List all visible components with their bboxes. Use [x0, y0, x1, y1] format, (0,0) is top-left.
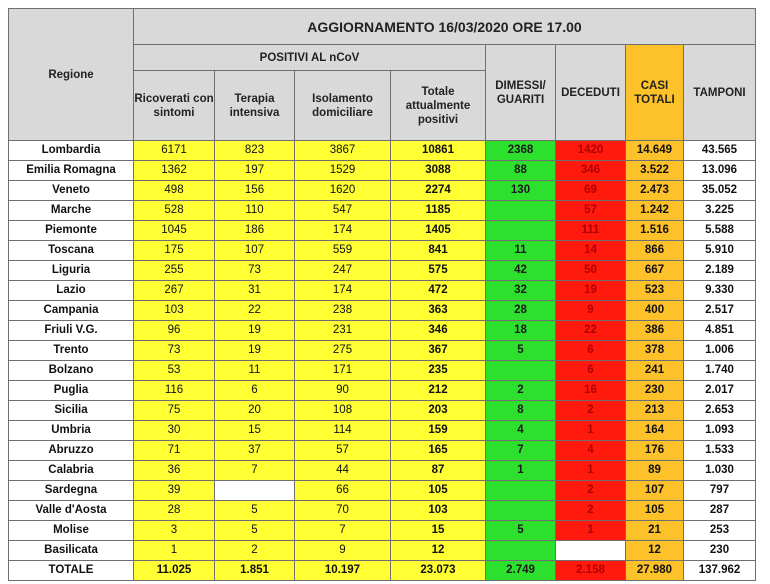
cell-tamponi: 2.517	[684, 301, 756, 321]
cell-terapia: 156	[215, 181, 295, 201]
cell-totale-positivi: 165	[391, 441, 486, 461]
cell-casi-totali: 386	[626, 321, 684, 341]
cell-casi-totali: 866	[626, 241, 684, 261]
cell-terapia	[215, 481, 295, 501]
cell-casi-totali: 1.242	[626, 201, 684, 221]
cell-regione: Liguria	[9, 261, 134, 281]
cell-dimessi: 7	[486, 441, 556, 461]
cell-isolamento: 108	[295, 401, 391, 421]
cell-dimessi: 5	[486, 341, 556, 361]
cell-isolamento: 9	[295, 541, 391, 561]
cell-deceduti: 9	[556, 301, 626, 321]
header-deceduti: DECEDUTI	[556, 45, 626, 141]
cell-isolamento: 174	[295, 221, 391, 241]
cell-ricoverati: 1	[134, 541, 215, 561]
cell-deceduti: 4	[556, 441, 626, 461]
cell-tamponi: 2.653	[684, 401, 756, 421]
cell-tamponi: 13.096	[684, 161, 756, 181]
cell-ricoverati: 528	[134, 201, 215, 221]
cell-regione: Emilia Romagna	[9, 161, 134, 181]
cell-regione: Sicilia	[9, 401, 134, 421]
table-row	[9, 201, 756, 221]
table-row	[9, 181, 756, 201]
cell-casi-totali: 21	[626, 521, 684, 541]
cell-regione: Lombardia	[9, 141, 134, 161]
cell-terapia: 5	[215, 501, 295, 521]
cell-casi-totali: 3.522	[626, 161, 684, 181]
cell-ricoverati: 103	[134, 301, 215, 321]
cell-tamponi: 797	[684, 481, 756, 501]
cell-regione: Campania	[9, 301, 134, 321]
table-row	[9, 221, 756, 241]
cell-tamponi: 1.006	[684, 341, 756, 361]
cell-terapia: 2	[215, 541, 295, 561]
cell-totale-positivi: 1405	[391, 221, 486, 241]
cell-regione: Toscana	[9, 241, 134, 261]
cell-isolamento: 90	[295, 381, 391, 401]
cell-isolamento: 559	[295, 241, 391, 261]
cell-casi-totali: 241	[626, 361, 684, 381]
cell-isolamento: 10.197	[295, 561, 391, 581]
cell-totale-positivi: 363	[391, 301, 486, 321]
cell-casi-totali: 400	[626, 301, 684, 321]
cell-dimessi: 32	[486, 281, 556, 301]
cell-tamponi: 5.910	[684, 241, 756, 261]
cell-terapia: 22	[215, 301, 295, 321]
cell-dimessi: 11	[486, 241, 556, 261]
cell-regione: Valle d'Aosta	[9, 501, 134, 521]
covid-report-table-container	[8, 8, 756, 581]
cell-totale-positivi: 87	[391, 461, 486, 481]
cell-totale-positivi: 212	[391, 381, 486, 401]
cell-casi-totali: 213	[626, 401, 684, 421]
cell-totale-positivi: 2274	[391, 181, 486, 201]
cell-deceduti: 346	[556, 161, 626, 181]
cell-deceduti: 2	[556, 481, 626, 501]
table-row	[9, 381, 756, 401]
header-dimessi: DIMESSI/ GUARITI	[486, 45, 556, 141]
cell-terapia: 1.851	[215, 561, 295, 581]
cell-totale-positivi: 12	[391, 541, 486, 561]
cell-tamponi: 9.330	[684, 281, 756, 301]
cell-regione: Puglia	[9, 381, 134, 401]
cell-ricoverati: 53	[134, 361, 215, 381]
header-positivi-group: POSITIVI AL nCoV	[134, 45, 486, 71]
cell-dimessi: 4	[486, 421, 556, 441]
cell-casi-totali: 667	[626, 261, 684, 281]
cell-dimessi: 130	[486, 181, 556, 201]
cell-tamponi: 2.189	[684, 261, 756, 281]
cell-deceduti: 2	[556, 401, 626, 421]
cell-tamponi: 43.565	[684, 141, 756, 161]
header-casi-totali: CASI TOTALI	[626, 45, 684, 141]
cell-deceduti: 57	[556, 201, 626, 221]
cell-isolamento: 174	[295, 281, 391, 301]
cell-tamponi: 4.851	[684, 321, 756, 341]
header-regione: Regione	[9, 9, 134, 141]
table-row	[9, 321, 756, 341]
cell-totale-positivi: 105	[391, 481, 486, 501]
cell-ricoverati: 28	[134, 501, 215, 521]
header-tamponi: TAMPONI	[684, 45, 756, 141]
cell-regione: Marche	[9, 201, 134, 221]
cell-totale-positivi: 235	[391, 361, 486, 381]
cell-isolamento: 66	[295, 481, 391, 501]
cell-dimessi: 2368	[486, 141, 556, 161]
cell-casi-totali: 107	[626, 481, 684, 501]
cell-tamponi: 137.962	[684, 561, 756, 581]
cell-terapia: 186	[215, 221, 295, 241]
cell-tamponi: 230	[684, 541, 756, 561]
header-ricoverati: Ricoverati con sintomi	[134, 71, 215, 141]
table-row-totale	[9, 561, 756, 581]
cell-terapia: 110	[215, 201, 295, 221]
cell-ricoverati: 30	[134, 421, 215, 441]
cell-casi-totali: 105	[626, 501, 684, 521]
cell-isolamento: 57	[295, 441, 391, 461]
cell-totale-positivi: 15	[391, 521, 486, 541]
cell-regione: Bolzano	[9, 361, 134, 381]
cell-dimessi	[486, 201, 556, 221]
cell-dimessi: 28	[486, 301, 556, 321]
table-row	[9, 161, 756, 181]
table-row	[9, 461, 756, 481]
cell-regione: Molise	[9, 521, 134, 541]
cell-isolamento: 1620	[295, 181, 391, 201]
cell-ricoverati: 71	[134, 441, 215, 461]
cell-dimessi	[486, 501, 556, 521]
cell-isolamento: 231	[295, 321, 391, 341]
cell-tamponi: 5.588	[684, 221, 756, 241]
table-row	[9, 241, 756, 261]
cell-deceduti: 2.158	[556, 561, 626, 581]
cell-casi-totali: 176	[626, 441, 684, 461]
cell-regione: Calabria	[9, 461, 134, 481]
cell-casi-totali: 523	[626, 281, 684, 301]
cell-tamponi: 253	[684, 521, 756, 541]
cell-tamponi: 3.225	[684, 201, 756, 221]
cell-isolamento: 171	[295, 361, 391, 381]
cell-terapia: 15	[215, 421, 295, 441]
cell-deceduti: 22	[556, 321, 626, 341]
cell-dimessi: 2	[486, 381, 556, 401]
cell-terapia: 73	[215, 261, 295, 281]
cell-terapia: 31	[215, 281, 295, 301]
table-row	[9, 341, 756, 361]
cell-deceduti: 111	[556, 221, 626, 241]
cell-ricoverati: 255	[134, 261, 215, 281]
cell-isolamento: 114	[295, 421, 391, 441]
cell-deceduti: 1	[556, 421, 626, 441]
cell-deceduti: 50	[556, 261, 626, 281]
cell-totale-positivi: 367	[391, 341, 486, 361]
header-totale-positivi: Totale attualmente positivi	[391, 71, 486, 141]
cell-isolamento: 1529	[295, 161, 391, 181]
cell-dimessi	[486, 221, 556, 241]
cell-regione: Umbria	[9, 421, 134, 441]
table-row	[9, 301, 756, 321]
cell-dimessi: 2.749	[486, 561, 556, 581]
cell-terapia: 197	[215, 161, 295, 181]
cell-terapia: 6	[215, 381, 295, 401]
header-terapia: Terapia intensiva	[215, 71, 295, 141]
cell-casi-totali: 2.473	[626, 181, 684, 201]
cell-deceduti: 6	[556, 341, 626, 361]
table-row	[9, 141, 756, 161]
cell-totale-positivi: 10861	[391, 141, 486, 161]
cell-casi-totali: 1.516	[626, 221, 684, 241]
cell-totale-positivi: 159	[391, 421, 486, 441]
cell-casi-totali: 12	[626, 541, 684, 561]
cell-ricoverati: 75	[134, 401, 215, 421]
cell-terapia: 37	[215, 441, 295, 461]
cell-tamponi: 1.740	[684, 361, 756, 381]
cell-terapia: 11	[215, 361, 295, 381]
cell-isolamento: 70	[295, 501, 391, 521]
region-rows	[9, 141, 756, 581]
table-row	[9, 481, 756, 501]
cell-isolamento: 547	[295, 201, 391, 221]
table-row	[9, 261, 756, 281]
cell-totale-positivi: 575	[391, 261, 486, 281]
cell-totale-positivi: 346	[391, 321, 486, 341]
cell-totale-positivi: 23.073	[391, 561, 486, 581]
cell-regione: Trento	[9, 341, 134, 361]
cell-dimessi: 8	[486, 401, 556, 421]
cell-regione: Sardegna	[9, 481, 134, 501]
cell-terapia: 107	[215, 241, 295, 261]
table-row	[9, 421, 756, 441]
cell-isolamento: 247	[295, 261, 391, 281]
cell-dimessi: 88	[486, 161, 556, 181]
cell-ricoverati: 96	[134, 321, 215, 341]
cell-terapia: 19	[215, 321, 295, 341]
cell-dimessi	[486, 361, 556, 381]
cell-regione: Basilicata	[9, 541, 134, 561]
cell-ricoverati: 1045	[134, 221, 215, 241]
cell-casi-totali: 89	[626, 461, 684, 481]
header-isolamento: Isolamento domiciliare	[295, 71, 391, 141]
table-row	[9, 501, 756, 521]
cell-deceduti: 14	[556, 241, 626, 261]
cell-tamponi: 35.052	[684, 181, 756, 201]
cell-casi-totali: 27.980	[626, 561, 684, 581]
report-title: AGGIORNAMENTO 16/03/2020 ORE 17.00	[134, 9, 756, 45]
cell-ricoverati: 39	[134, 481, 215, 501]
table-row	[9, 401, 756, 421]
cell-tamponi: 1.093	[684, 421, 756, 441]
covid-report-table	[8, 8, 756, 581]
cell-isolamento: 238	[295, 301, 391, 321]
cell-ricoverati: 498	[134, 181, 215, 201]
cell-terapia: 823	[215, 141, 295, 161]
cell-dimessi: 1	[486, 461, 556, 481]
cell-deceduti: 69	[556, 181, 626, 201]
cell-isolamento: 44	[295, 461, 391, 481]
cell-regione: Veneto	[9, 181, 134, 201]
cell-ricoverati: 36	[134, 461, 215, 481]
cell-totale-positivi: 3088	[391, 161, 486, 181]
table-row	[9, 441, 756, 461]
cell-deceduti: 1	[556, 521, 626, 541]
cell-isolamento: 275	[295, 341, 391, 361]
cell-isolamento: 7	[295, 521, 391, 541]
cell-totale-positivi: 103	[391, 501, 486, 521]
cell-ricoverati: 3	[134, 521, 215, 541]
cell-regione: Piemonte	[9, 221, 134, 241]
cell-terapia: 20	[215, 401, 295, 421]
cell-totale-positivi: 472	[391, 281, 486, 301]
cell-deceduti: 19	[556, 281, 626, 301]
cell-dimessi	[486, 541, 556, 561]
cell-tamponi: 1.030	[684, 461, 756, 481]
table-row	[9, 361, 756, 381]
cell-dimessi	[486, 481, 556, 501]
cell-totale-positivi: 1185	[391, 201, 486, 221]
cell-terapia: 5	[215, 521, 295, 541]
cell-regione: Friuli V.G.	[9, 321, 134, 341]
cell-ricoverati: 1362	[134, 161, 215, 181]
cell-tamponi: 2.017	[684, 381, 756, 401]
cell-ricoverati: 175	[134, 241, 215, 261]
cell-casi-totali: 230	[626, 381, 684, 401]
cell-ricoverati: 267	[134, 281, 215, 301]
cell-regione: Lazio	[9, 281, 134, 301]
cell-tamponi: 287	[684, 501, 756, 521]
table-row	[9, 541, 756, 561]
cell-deceduti: 16	[556, 381, 626, 401]
cell-terapia: 7	[215, 461, 295, 481]
cell-ricoverati: 11.025	[134, 561, 215, 581]
cell-dimessi: 18	[486, 321, 556, 341]
cell-regione: TOTALE	[9, 561, 134, 581]
cell-isolamento: 3867	[295, 141, 391, 161]
cell-totale-positivi: 203	[391, 401, 486, 421]
cell-tamponi: 1.533	[684, 441, 756, 461]
cell-ricoverati: 116	[134, 381, 215, 401]
cell-regione: Abruzzo	[9, 441, 134, 461]
cell-deceduti: 2	[556, 501, 626, 521]
cell-deceduti: 1	[556, 461, 626, 481]
cell-casi-totali: 14.649	[626, 141, 684, 161]
cell-totale-positivi: 841	[391, 241, 486, 261]
table-row	[9, 281, 756, 301]
cell-deceduti	[556, 541, 626, 561]
cell-casi-totali: 378	[626, 341, 684, 361]
cell-ricoverati: 6171	[134, 141, 215, 161]
cell-dimessi: 42	[486, 261, 556, 281]
cell-terapia: 19	[215, 341, 295, 361]
cell-deceduti: 6	[556, 361, 626, 381]
cell-ricoverati: 73	[134, 341, 215, 361]
table-row	[9, 521, 756, 541]
cell-casi-totali: 164	[626, 421, 684, 441]
cell-dimessi: 5	[486, 521, 556, 541]
cell-deceduti: 1420	[556, 141, 626, 161]
